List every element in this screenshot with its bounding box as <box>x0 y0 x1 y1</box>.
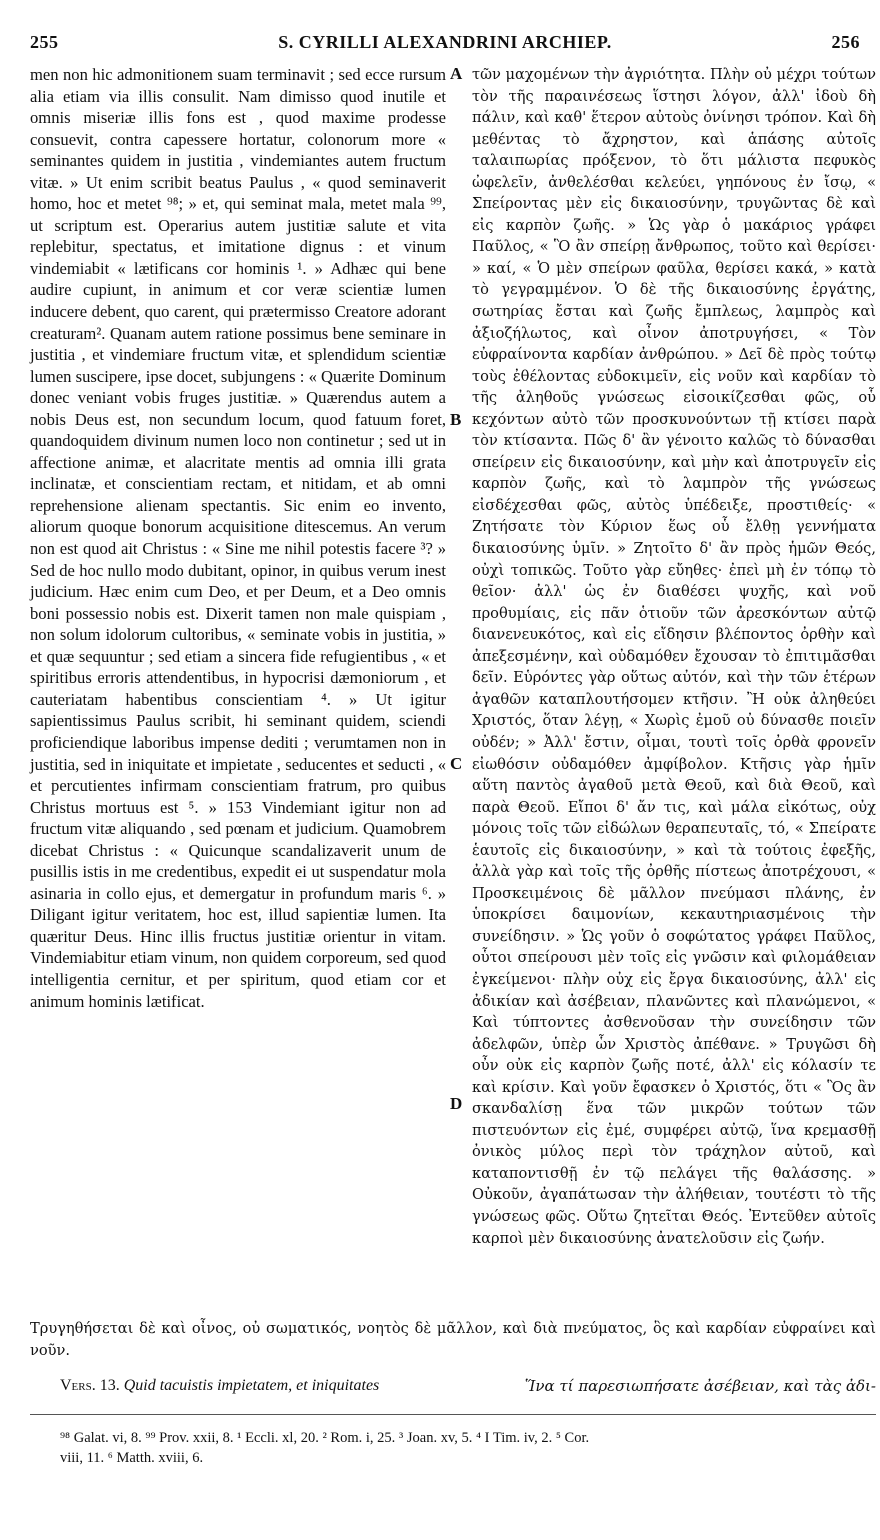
margin-letter-a: A <box>450 64 463 83</box>
footnote-divider <box>30 1414 876 1415</box>
greek-tail <box>30 1318 876 1361</box>
verse-greek-text: Ἵνα τί παρεσιωπήσατε ἀσέβειαν, καὶ τὰς ἀδι- <box>524 1377 876 1395</box>
latin-text: men non hic admonitionem suam terminavit ; sed ecce rursum alia etiam via illis consulit. Nam dimisso quod inutile et omnis miseriæ illis fons est , quod maxime prodesse consuevit, contra capessere hortatur, colonorum more « seminantes quidem in justitia , vindemiantes autem fructum vitæ. » Ut enim scribit beatus Paulus , « quod seminaverit homo, hoc et metet ⁹⁸; » et, qui seminat mala, metet mala ⁹⁹, ut scriptum est. Operarius autem justitiæ salute et vita replebitur, spectatus, et imitatione dignus : et vinum vindemiabit « lætificans cor hominis ¹. » Adhæc qui bene audire cupiunt, in animum et cor veræ scientiæ lumen inducere debent, quo carent, qui prætermisso Creatore adorant creaturam². Quanam autem ratione possimus bene seminare in justitia , et vindemiare fructum vitæ, et splendidum scientiæ lumen suscipere, ipse docet, subjungens : « Quærite Dominum donec veniant vobis fruges justitiæ. » Quærendus autem a nobis Deus est, non secundum locum, quod fatuum foret, quandoquidem divinum numen loco non continetur ; sed ut in affectione animæ, et alacritate mentis ad omnia illi grata inclinatæ, et conscientiam rectam, et nitidam, et ab omni reprehensione alienam spectantis. Sic enim eo invento, aliorum quoque bonorum acquisitione ditescemus. An verum non est quod ait Christus : « Sine me nihil potestis facere ³? » Sed de hoc nullo modo dubitant, opinor, in quibus verum inest judicium. Hæc enim cum Deo, et per Deum, et a Deo omnis boni possessio nobis est. Dixerit tamen non male quispiam , non solum idolorum cultoribus, « seminate vobis in justitia, » et quæ sequuntur ; sed etiam a sincera fide refugientibus , « et spiritibus erroris attendentibus, in hypocrisi dæmoniorum , et cauteriatam habentibus conscientiam ⁴. » Ut igitur sapientissimus Paulus scribit, hi seminant quidem, sciendi proficiendique laboribus impense dediti ; verumtamen non in justitia, sed in iniquitate et impietate , seducentes et seducti , « et percutientes infirmam conscientiam fratrum, pro quibus Christus mortuus est ⁵. » 153 Vindemiant igitur non ad fructum vitæ aliquando , sed pœnam et judicium. Quamobrem dicebat Christus : « Quicunque scandalizaverit unum de pusillis istis in me credentibus, expedit ei ut suspendatur mola asinaria in collo ejus, et demergatur in profundum maris ⁶. » Diligant igitur veritatem, hoc est, illud sapientiæ lumen. Ita quæritur Deus. Hinc illis fructus justitiæ orientur in vitam. Vindemiabitur etiam vinum, non quidem corporeum, sed quod intelligentia cernitur, et per spiritum, quod etiam cor et animum hominis lætificat. <box>30 65 446 1011</box>
margin-letter-b: B <box>450 410 462 429</box>
page-number-right: 256 <box>831 32 860 52</box>
margin-letter-d: D <box>450 1094 463 1113</box>
verse-latin-text: Quid tacuistis impietatem, et iniquitates <box>123 1377 380 1394</box>
latin-column <box>30 64 446 1012</box>
page-number-left: 255 <box>30 32 59 52</box>
verse-label: Vers. 13. <box>60 1377 120 1394</box>
margin-letter-c: C <box>450 754 463 773</box>
greek-text: τῶν μαχομένων τὴν ἀγριότητα. Πλὴν οὐ μέχρι τούτων τὸν τῆς παραινέσεως ἵστησι λόγον, ἀλλ' ἰδοὺ δὴ πάλιν, καὶ καθ' ἕτερον αὐτοὺς ὀνίνησι τρόπον. Καὶ δὴ μεθέντας τὸ ἄχρηστον, καὶ ἁπάσης αὐτοῖς ταλαιπωρίας πρόξενον, τὸ ὅτι μάλιστα πεφυκὸς ὠφελεῖν, ἀνθελέσθαι κελεύει, γηπόνους ἐν ἴσῳ, « Σπείροντας μὲν εἰς δικαιοσύνην, τρυγῶντας δὲ καὶ εἰς καρπὸν ζωῆς. » Ὡς γὰρ ὁ μακάριος γράφει Παῦλος, « Ὃ ἂν σπείρῃ ἄνθρωπος, τοῦτο καὶ θερίσει· » καί, « Ὁ μὲν σπείρων φαῦλα, θερίσει κακά, » κατὰ τὸ γεγραμμένον. Ὁ δὲ τῆς δικαιοσύνης ἐργάτης, σωτηρίας ἔσται καὶ ζωῆς ἔμπλεως, λαμπρὸς καὶ ἀξιοζήλωτος, καὶ οἶνον ἀποτρυγήσει, « Τὸν εὐφραίνοντα καρδίαν ἀνθρώπου. » Δεῖ δὲ πρὸς τούτῳ τοὺς ἐθέλοντας εὐδοκιμεῖν, εἰς νοῦν καὶ καρδίαν τὸ τῆς ἀληθοῦς γνώσεως εἰσοικίζεσθαι φῶς, οὗ κεχόντων αὐτὸ τῶν προσκυνούντων τῇ κτίσει παρὰ τὸν κτίσαντα. Πῶς δ' ἂν γένοιτο καλῶς τὸ δύνασθαι σπείρειν εἰς δικαιοσύνην, καὶ μὴν καὶ ἀποτρυγεῖν εἰς καρπὸν ζωῆς, καὶ τὸ λαμπρὸν τῆς γνώσεως εἰσδέχεσθαι φῶς, αὐτὸς ὑπέδειξε, προστιθείς· « Ζητήσατε τὸν Κύριον ἕως οὗ ἔλθῃ γεννήματα δικαιοσύνης ὑμῖν. » Ζητοῖτο δ' ἂν πρὸς ἡμῶν Θεός, οὐχὶ τοπικῶς. Τοῦτο γὰρ εὔηθες· ἐπεὶ μὴ ἐν τόπῳ τὸ θεῖον· ἀλλ' ὡς ἐν διαθέσει ψυχῆς, καὶ νοῦ προθυμίαις, εἰς πᾶν ὁτιοῦν τῶν ἀρεσκόντων αὐτῷ διανενευκότος, καὶ εἰς εἴδησιν βλέποντος ὀρθὴν καὶ ἀπεξεσμένην, καὶ οὐδαμόθεν ἔχουσαν τὸ ἐπιτιμᾶσθαι δεῖν. Εὑρόντες γὰρ οὕτως αὐτόν, καὶ τὴν τῶν ἑτέρων ἀγαθῶν καταπλουτήσομεν κτῆσιν. Ἢ οὐκ ἀληθεύει Χριστός, ὅταν λέγῃ, « Χωρὶς ἐμοῦ οὐ δύνασθε ποιεῖν οὐδέν; » Ἀλλ' ἔστιν, οἶμαι, τουτὶ τοῖς ὀρθὰ φρονεῖν εἰωθόσιν οὐδαμόθεν ἀμφίβολον. Κτῆσις γὰρ ἡμῖν αὕτη παντὸς ἀγαθοῦ μετὰ Θεοῦ, καὶ διὰ Θεοῦ, καὶ παρὰ Θεοῦ. Εἴποι δ' ἄν τις, καὶ μάλα εἰκότως, οὐχ μόνοις τοῖς τῶν εἰδώλων θεραπευταῖς, τό, « Σπείρατε ἑαυτοῖς εἰς δικαιοσύνην, » καὶ τὰ τούτοις ἐφεξῆς, ἀλλὰ γὰρ καὶ τοῖς τῆς ὀρθῆς πίστεως ἀποτρέχουσι, « Προσκειμένοις δὲ μᾶλλον πνεύμασι πλάνης, ἐν ὑποκρίσει δαιμονίων, κεκαυτηριασμένοις τὴν συνείδησιν. » Ὡς γοῦν ὁ σοφώτατος γράφει Παῦλος, οὗτοι σπείρουσι μὲν τοῖς εἰς γνῶσιν καὶ φιλομάθειαν ἐγκείμενοι· πλὴν οὐχ εἰς ἔργα δικαιοσύνης, ἀλλ' εἰς ἀδικίαν καὶ ἀσέβειαν, πλανῶντες καὶ πλανώμενοι, « Καὶ τύπτοντες ἀσθενοῦσαν τὴν συνείδησιν τῶν ἀδελφῶν, ὑπὲρ ὧν Χριστὸς ἀπέθανε. » Τρυγῶσι δὴ οὖν οὐκ εἰς καρπὸν ζωῆς ποτέ, ἀλλ' εἰς κόλασίν τε καὶ κρίσιν. Καὶ γοῦν ἔφασκεν ὁ Χριστός, ὅτι « Ὃς ἂν σκανδαλίσῃ ἕνα τῶν μικρῶν τούτων τῶν πιστευόντων εἰς ἐμέ, συμφέρει αὐτῷ, ἵνα κρεμασθῇ ὀνικὸς μύλος περὶ τὸν τράχηλον αὐτοῦ, καὶ καταποντισθῇ ἐν τῷ πελάγει τῆς θαλάσσης. » Οὐκοῦν, ἀγαπάτωσαν τὴν ἀλήθειαν, τουτέστι τὸ τῆς γνώσεως φῶς. Οὕτω ζητεῖται Θεός. Ἐντεῦθεν αὐτοῖς καρποὶ μὲν δικαιοσύνης ἀνατελοῦσιν εἰς ζωήν. <box>472 66 876 1247</box>
running-title: S. CYRILLI ALEXANDRINI ARCHIEP. <box>278 32 612 52</box>
verse-latin <box>60 1377 379 1395</box>
footnote-line-2: viii, 11. ⁶ Matth. xviii, 6. <box>60 1450 204 1466</box>
greek-tail-text: Τρυγηθήσεται δὲ καὶ οἶνος, οὐ σωματικός, νοητὸς δὲ μᾶλλον, καὶ διὰ πνεύματος, ὃς καὶ καρδίαν εὐφραίνει καὶ νοῦν. <box>30 1320 876 1359</box>
verse-heading <box>30 1377 876 1403</box>
footnotes <box>60 1428 876 1468</box>
footnote-line-1: ⁹⁸ Galat. vi, 8. ⁹⁹ Prov. xxii, 8. ¹ Eccli. xl, 20. ² Rom. i, 25. ³ Joan. xv, 5. ⁴ I Tim. iv, 2. ⁵ Cor. <box>60 1430 590 1446</box>
margin-letters <box>446 64 472 1364</box>
page-header <box>30 32 860 58</box>
greek-column <box>472 64 876 1249</box>
